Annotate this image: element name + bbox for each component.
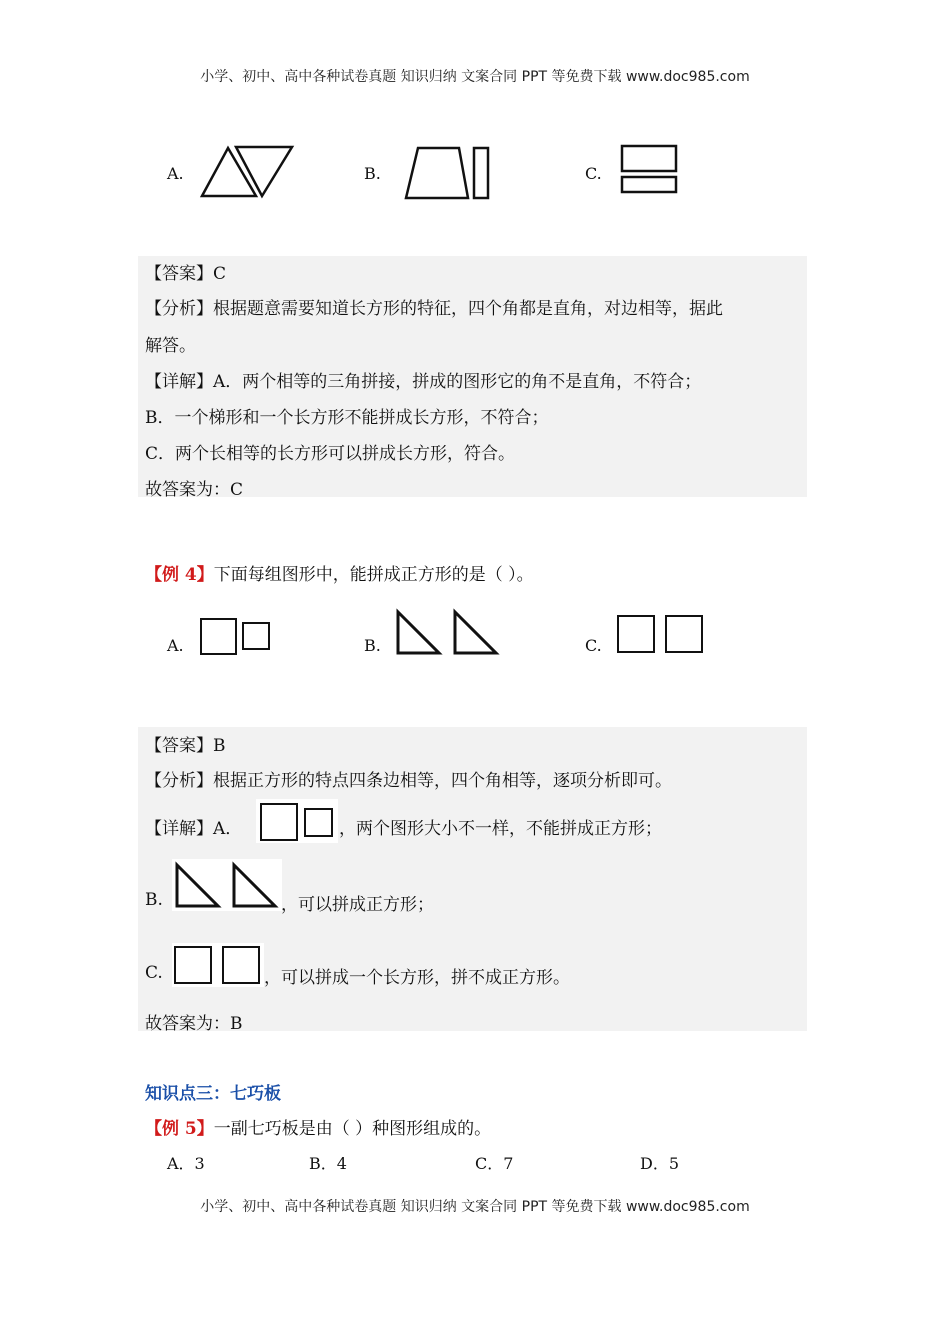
q4-detail-a-squares-figure (260, 803, 336, 843)
q4-option-b-triangles-figure (395, 609, 500, 657)
q5-question-text: 一副七巧板是由（ ）种图形组成的。 (213, 1119, 492, 1139)
q5-tag: 【例 5】 (145, 1119, 214, 1139)
q3-detail-c: C．两个长相等的长方形可以拼成长方形，符合。 (145, 444, 516, 464)
page-header: 小学、初中、高中各种试卷真题 知识归纳 文案合同 PPT 等免费下载 www.doc985.com (200, 69, 750, 85)
q3-option-b-label: B. (364, 164, 381, 183)
q5-option-d: D．5 (640, 1154, 680, 1173)
q3-answer: 【答案】C (145, 264, 227, 284)
q3-option-a-label: A. (167, 164, 184, 183)
q3-detail-b: B．一个梯形和一个长方形不能拼成长方形，不符合； (145, 408, 549, 428)
q4-detail-b-label: B. (145, 890, 163, 910)
q4-question (145, 560, 534, 585)
q4-tag: 【例 4】 (145, 565, 214, 585)
q4-detail-prefix: 【详解】A． (145, 819, 243, 839)
q4-detail-c-squares-figure (174, 946, 262, 986)
q4-detail-a-figure-bg (256, 799, 338, 843)
q4-answer: 【答案】B (145, 736, 226, 756)
page-footer: 小学、初中、高中各种试卷真题 知识归纳 文案合同 PPT 等免费下载 www.doc985.com (200, 1199, 750, 1215)
q4-detail-b-triangles-figure (174, 862, 280, 910)
q4-question-text: 下面每组图形中，能拼成正方形的是（ ）。 (213, 565, 534, 585)
q3-option-c-rectangles-figure (620, 144, 680, 196)
section-title: 知识点三：七巧板 (145, 1084, 281, 1104)
q5-option-c: C．7 (475, 1154, 514, 1173)
q3-option-c-label: C. (585, 164, 602, 183)
q4-conclusion: 故答案为：B (145, 1014, 243, 1034)
q5-option-b: B．4 (309, 1154, 347, 1173)
q4-detail-c-label: C. (145, 963, 163, 983)
q5-option-a: A．3 (167, 1154, 205, 1173)
q4-option-a-squares-figure (200, 618, 275, 658)
q3-conclusion: 故答案为：C (145, 480, 244, 500)
q3-option-b-trapezoid-figure (404, 146, 494, 202)
q3-option-a-triangles-figure (200, 145, 295, 200)
q3-detail-a: 【详解】A．两个相等的三角拼接，拼成的图形它的角不是直角，不符合； (145, 372, 702, 392)
q3-analysis: 【分析】根据题意需要知道长方形的特征，四个角都是直角，对边相等，据此 (145, 299, 723, 319)
q3-analysis-cont: 解答。 (145, 336, 196, 356)
q4-option-c-label: C. (585, 636, 602, 655)
q4-option-c-squares-figure (617, 615, 707, 655)
q4-detail-c-figure-bg (172, 943, 264, 987)
q4-detail-b: ，可以拼成正方形； (281, 895, 434, 915)
q4-detail-a: ，两个图形大小不一样，不能拼成正方形； (339, 819, 662, 839)
q5-question (145, 1114, 491, 1139)
q4-analysis: 【分析】根据正方形的特点四条边相等，四个角相等，逐项分析即可。 (145, 771, 672, 791)
q4-detail-b-figure-bg (172, 859, 282, 911)
q4-detail-c: ，可以拼成一个长方形，拼不成正方形。 (264, 968, 570, 988)
q4-option-a-label: A. (167, 636, 184, 655)
q4-answer-box (138, 727, 807, 1034)
q3-answer-box (138, 256, 807, 500)
q4-option-b-label: B. (364, 636, 381, 655)
